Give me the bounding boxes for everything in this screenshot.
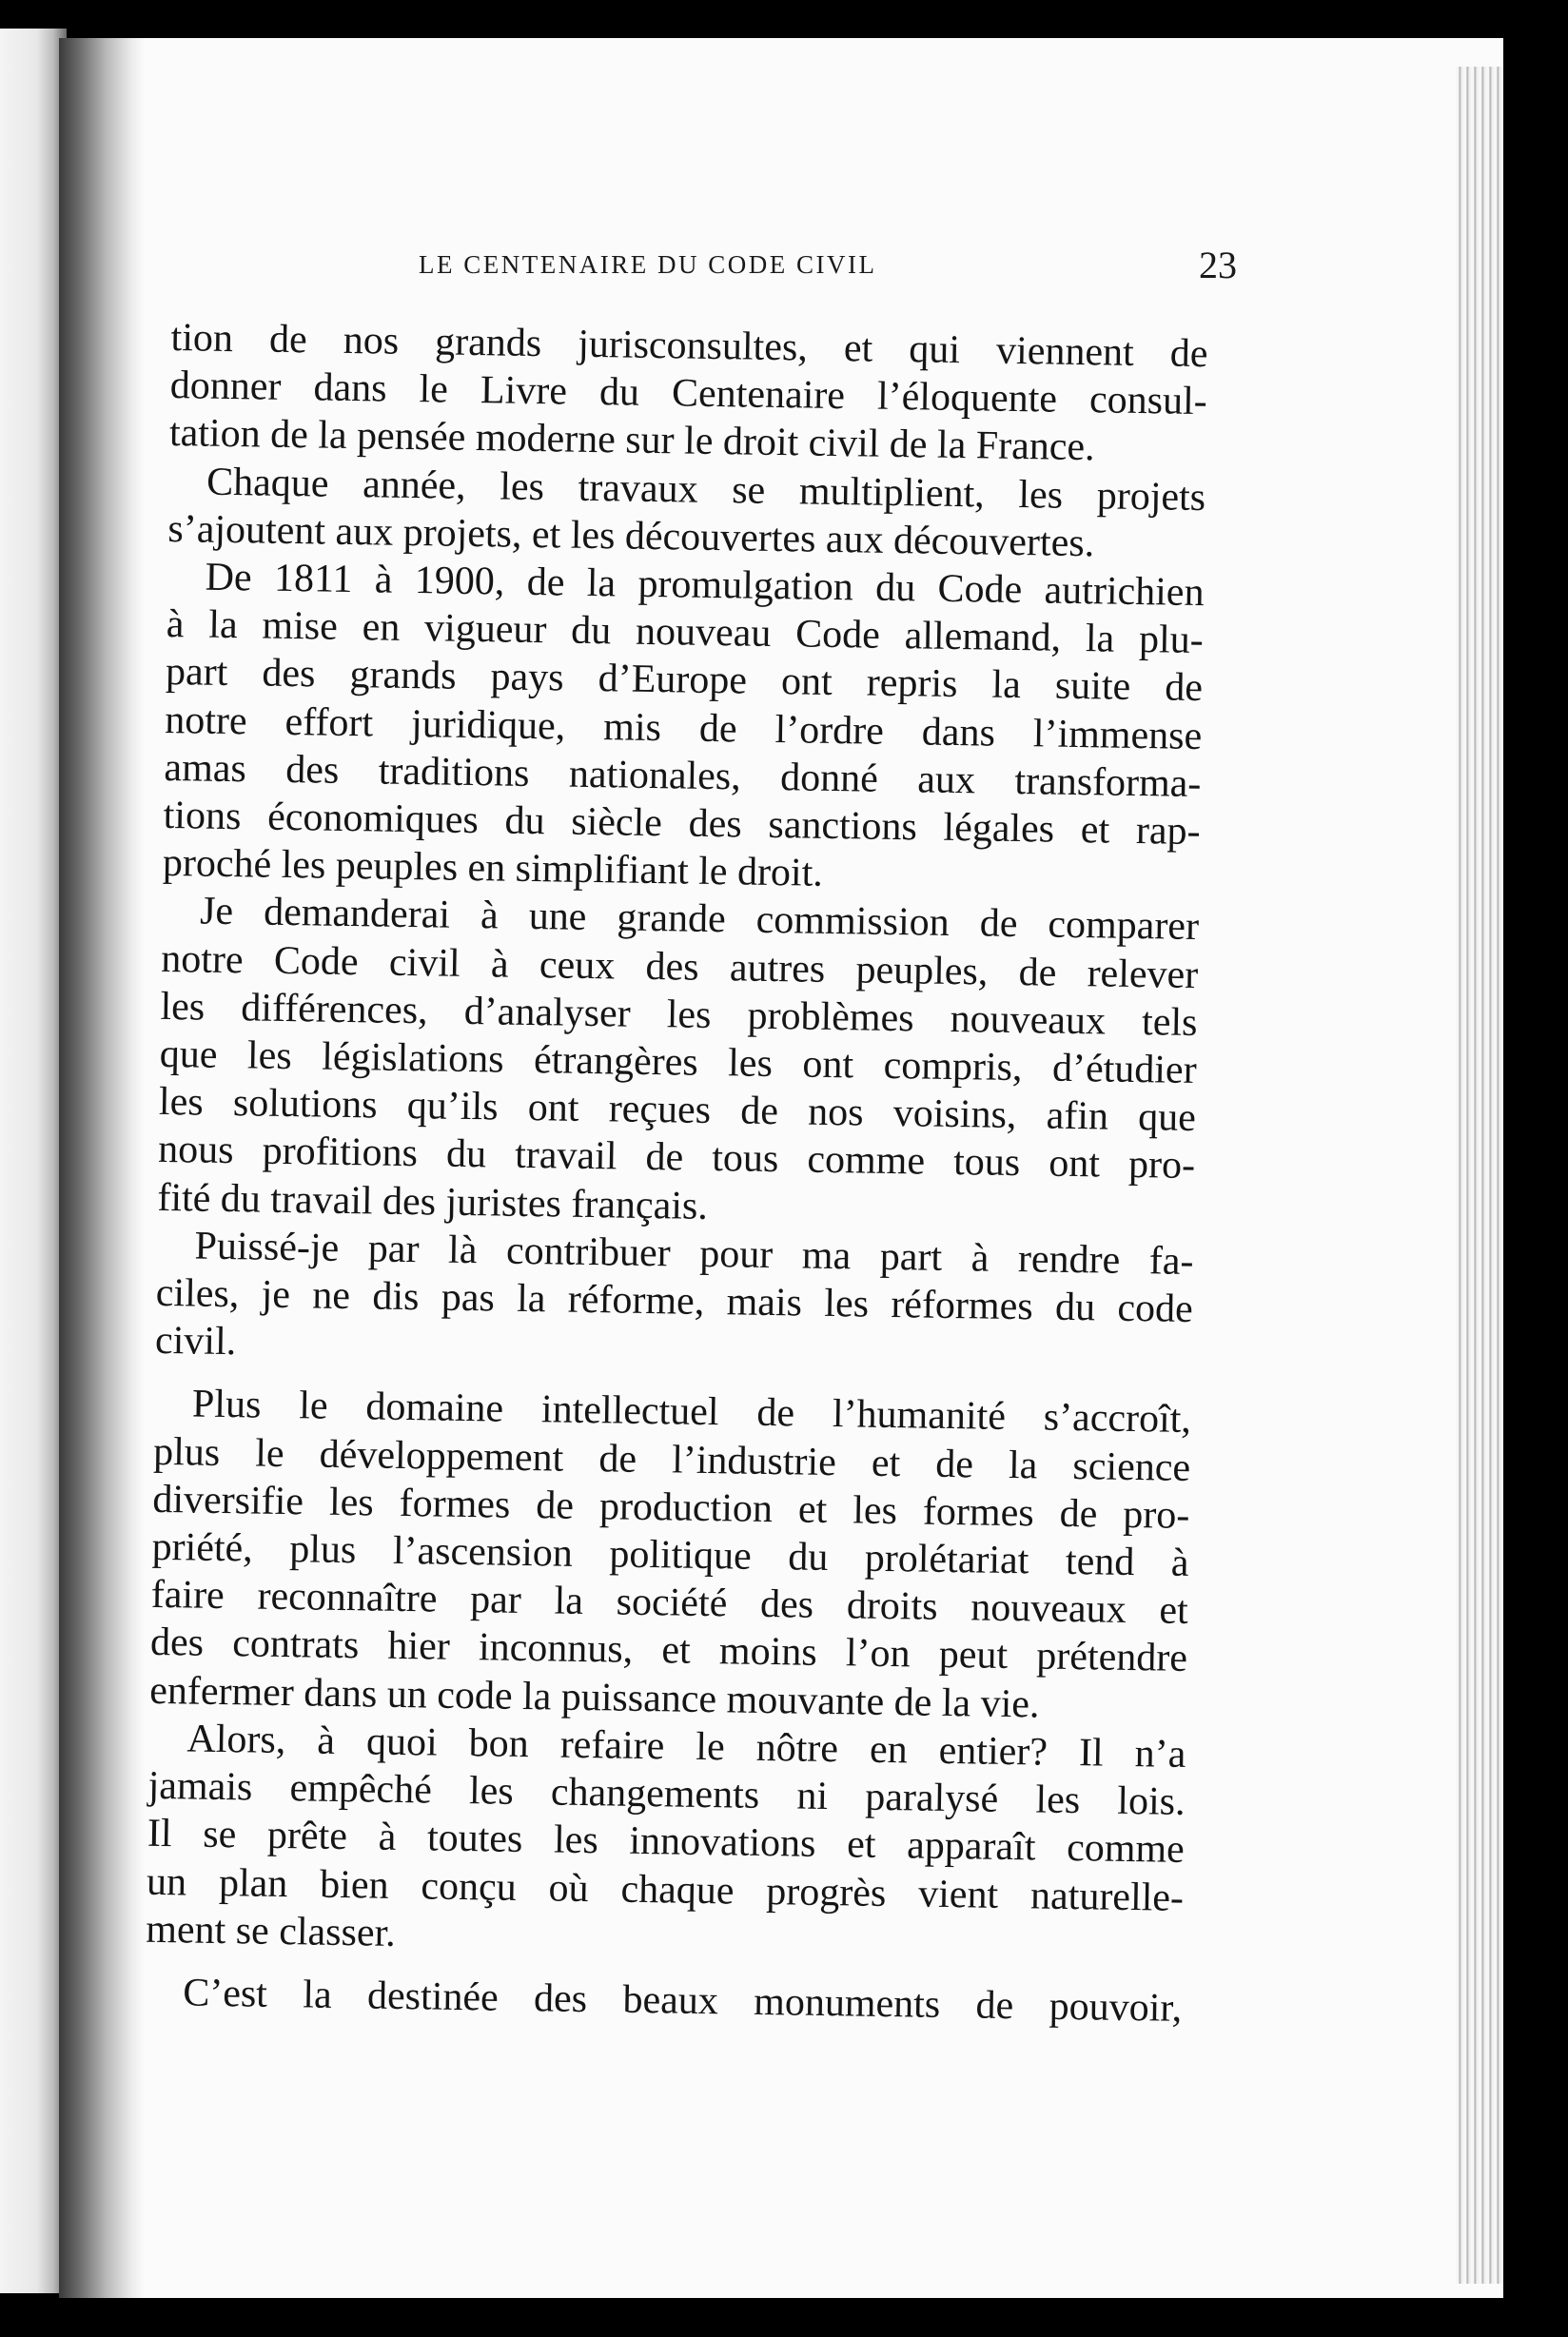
text-line: à la mise en vigueur du nouveau Code allemand, la plu- <box>166 602 1205 663</box>
text-line: tion de nos grands jurisconsultes, et qui viennent de <box>170 315 1208 377</box>
text-line: civil. <box>154 1319 237 1365</box>
text-line: ciles, je ne dis pas la réforme, mais les réformes du code <box>155 1270 1194 1332</box>
text-line: jamais empêché les changements ni paralysé les lois. <box>147 1763 1186 1825</box>
text-line: Plus le domaine intellectuel de l’humanité s’accroît, <box>191 1382 1192 1443</box>
text-line: priété, plus l’ascension politique du prolétariat tend à <box>151 1524 1189 1586</box>
text-line: notre Code civil à ceux des autres peuples, de relever <box>160 936 1199 997</box>
text-line: les différences, d’analyser les problèmes nouveaux tels <box>160 984 1198 1045</box>
text-line: faire reconnaître par la société des droits nouveaux et <box>150 1573 1189 1634</box>
text-line: que les législations étrangères les ont compris, d’étudier <box>159 1031 1198 1093</box>
running-head <box>181 243 1237 300</box>
text-line: s’ajoutent aux projets, et les découvertes aux découvertes. <box>167 506 1095 566</box>
page-number: 23 <box>1199 244 1237 286</box>
text-line: part des grands pays d’Europe ont repris la suite de <box>165 650 1204 711</box>
text-line: nous profitions du travail de tous comme tous ont pro- <box>157 1128 1196 1188</box>
text-line: Chaque année, les travaux se multiplient, les projets <box>206 460 1206 520</box>
text-line: diversifie les formes de production et les formes de pro- <box>152 1477 1190 1538</box>
text-line: Puissé-je par là contribuer pour ma part à rendre fa- <box>194 1224 1194 1284</box>
text-line: notre effort juridique, mis de l’ordre dans l’immense <box>164 697 1203 758</box>
text-line: donner dans le Livre du Centenaire l’éloquente consul- <box>169 363 1208 424</box>
left-page-edge <box>0 29 67 2293</box>
text-line: C’est la destinée des beaux monuments de pouvoir, <box>182 1971 1183 2031</box>
text-line: amas des traditions nationales, donné aux transforma- <box>164 745 1202 806</box>
text-line: De 1811 à 1900, de la promulgation du Code autrichien <box>205 555 1205 616</box>
page-fore-edge <box>1456 67 1503 2284</box>
text-line: tions économiques du siècle des sanctions légales et rap- <box>163 793 1201 854</box>
text-line: un plan bien conçu où chaque progrès vient naturelle- <box>146 1859 1185 1920</box>
text-line: enfermer dans un code la puissance mouvante de la vie. <box>148 1668 1040 1727</box>
body-text <box>145 314 1208 2033</box>
text-line: Il se prête à toutes les innovations et apparaît comme <box>147 1812 1186 1873</box>
text-line: Je demanderai à une grande commission de comparer <box>199 889 1200 950</box>
running-title: LE CENTENAIRE DU CODE CIVIL <box>419 250 877 279</box>
text-line: plus le développement de l’industrie et de la science <box>152 1429 1191 1490</box>
gutter-shadow <box>59 38 145 2298</box>
text-line: tation de la pensée moderne sur le droit civil de la France. <box>168 411 1095 470</box>
text-line: proché les peuples en simplifiant le droit. <box>162 841 824 896</box>
text-line: les solutions qu’ils ont reçues de nos voisins, afin que <box>158 1080 1197 1141</box>
text-line: des contrats hier inconnus, et moins l’on peut prétendre <box>149 1620 1188 1681</box>
text-line: fité du travail des juristes français. <box>157 1175 709 1228</box>
text-line: ment se classer. <box>145 1907 397 1955</box>
text-line: Alors, à quoi bon refaire le nôtre en entier? Il n’a <box>186 1717 1186 1777</box>
